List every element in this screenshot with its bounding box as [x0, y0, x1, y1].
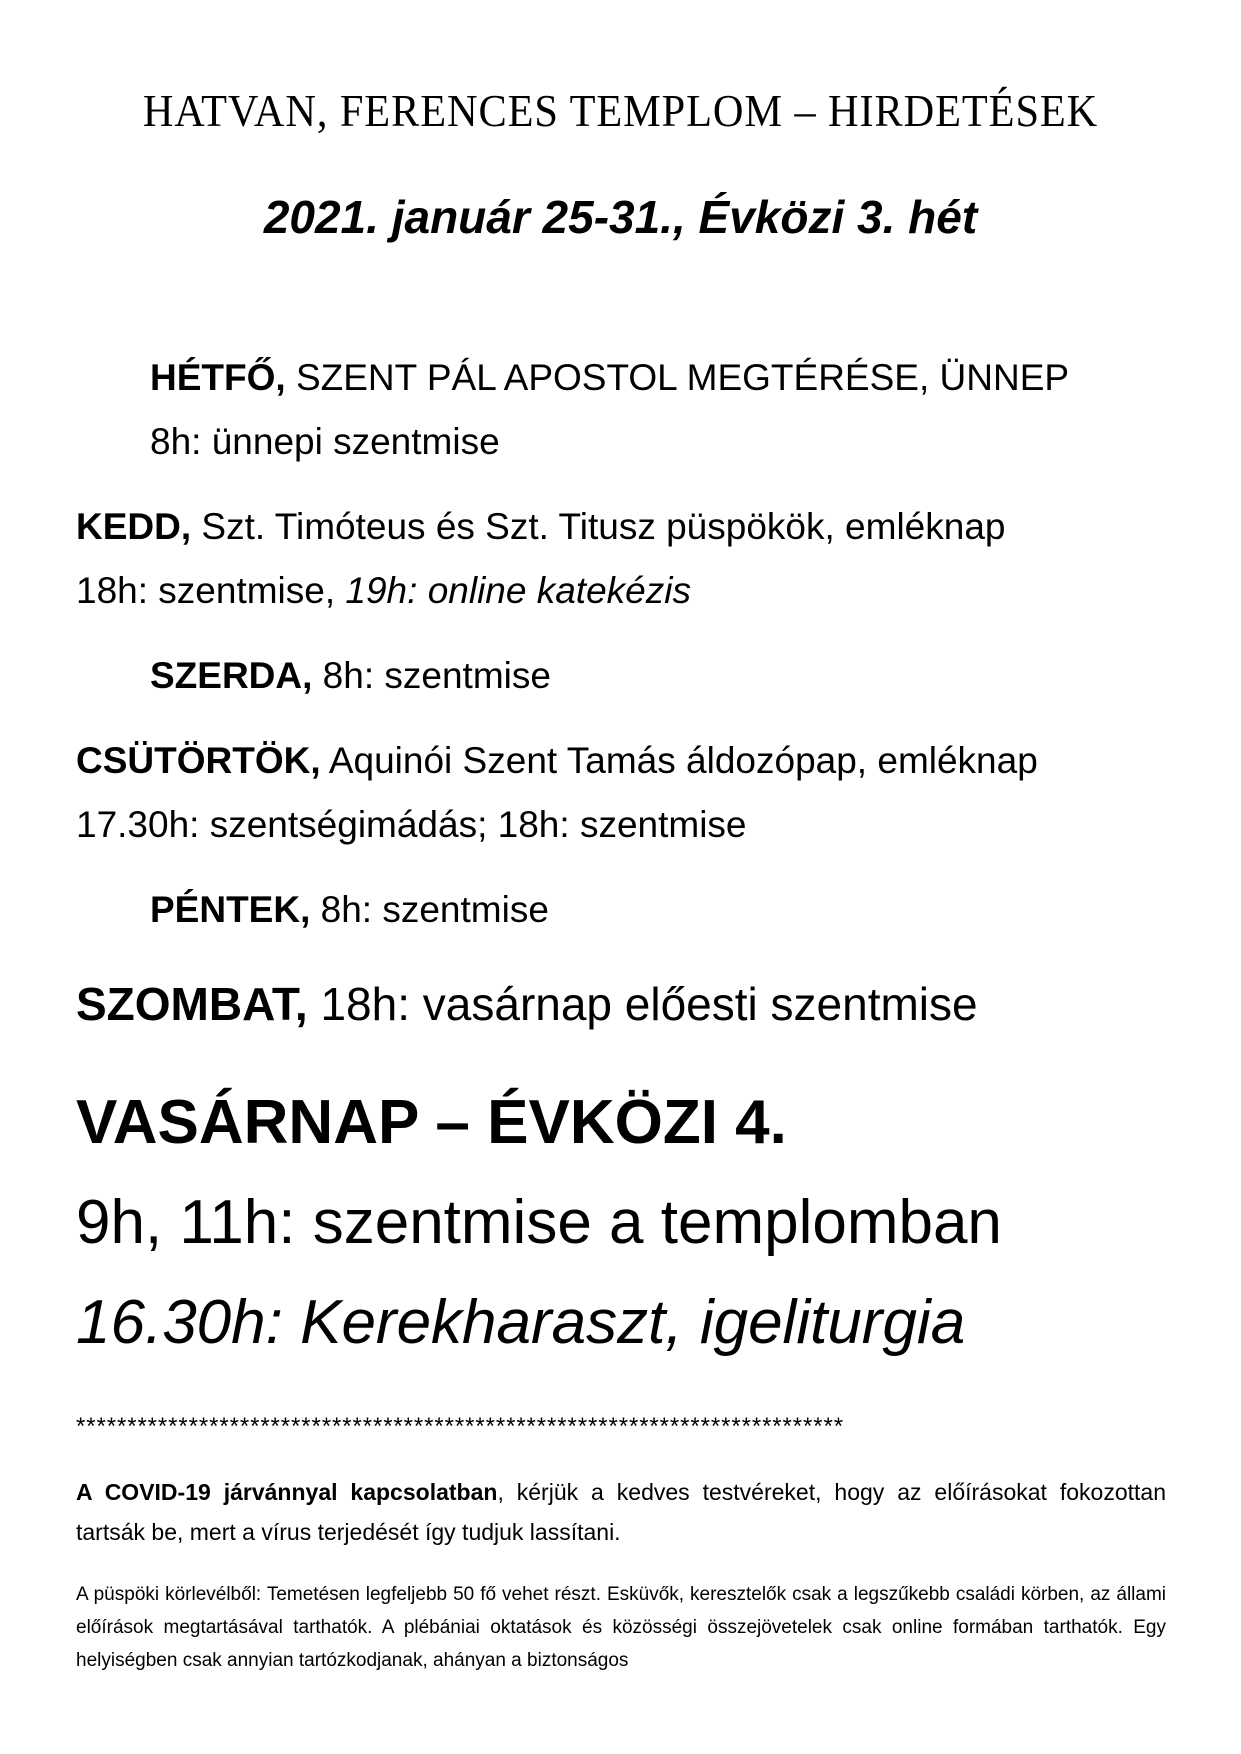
bishop-letter: A püspöki körlevélből: Temetésen legfeljebb 50 fő vehet részt. Esküvők, keresztelők csak a legszűkebb családi körben, az állami előírások megtartásával tarthatók. A plébániai oktatások és közösségi összejövetelek csak online formában tarthatók. Egy helyiségben csak annyian tartózkodjanak, ahányan a biztonságos: [76, 1584, 1166, 1671]
sunday-liturgy: 16.30h: Kerekharaszt, igeliturgia: [76, 1288, 966, 1357]
thursday-day: CSÜTÖRTÖK,: [76, 740, 321, 781]
page-title: HATVAN, FERENCES TEMPLOM – HIRDETÉSEK: [142, 85, 1099, 136]
wednesday-day: SZERDA,: [150, 655, 313, 696]
saturday-day: SZOMBAT,: [76, 978, 308, 1030]
monday-line: [150, 357, 1069, 399]
sunday-heading: VASÁRNAP – ÉVKÖZI 4.: [76, 1088, 787, 1157]
tuesday-mass: [76, 570, 691, 612]
monday-mass: 8h: ünnepi szentmise: [150, 421, 500, 462]
wednesday-line: [150, 655, 551, 697]
saturday-line: [76, 977, 978, 1031]
sunday-mass: 9h, 11h: szentmise a templomban: [76, 1188, 1002, 1257]
friday-day: PÉNTEK,: [150, 889, 311, 930]
tuesday-desc: Szt. Timóteus és Szt. Titusz püspökök, emléknap: [191, 506, 1006, 547]
monday-day: HÉTFŐ,: [150, 357, 286, 398]
tuesday-catechesis: 19h: online katekézis: [345, 570, 691, 611]
monday-desc: SZENT PÁL APOSTOL MEGTÉRÉSE, ÜNNEP: [285, 357, 1070, 398]
friday-desc: 8h: szentmise: [310, 889, 549, 930]
thursday-mass: 17.30h: szentségimádás; 18h: szentmise: [76, 804, 747, 845]
covid-notice-lead: A COVID-19 járvánnyal kapcsolatban: [76, 1479, 498, 1505]
thursday-desc: Aquinói Szent Tamás áldozópap, emléknap: [320, 740, 1038, 781]
covid-notice: [76, 1472, 1166, 1552]
tuesday-line: [76, 506, 1006, 548]
friday-line: [150, 889, 549, 931]
covid-notice-text: , kérjük a kedves testvéreket, hogy az előírásokat fokozottan tartsák be, mert a vírus terjedését így tudjuk lassítani.: [76, 1479, 1167, 1545]
tuesday-mass-time: 18h: szentmise,: [76, 570, 346, 611]
saturday-desc: 18h: vasárnap előesti szentmise: [307, 978, 978, 1030]
page-subtitle: 2021. január 25-31., Évközi 3. hét: [263, 191, 978, 243]
separator: ***************************************************************************: [76, 1413, 844, 1440]
thursday-line: [76, 740, 1038, 782]
tuesday-day: KEDD,: [76, 506, 192, 547]
wednesday-desc: 8h: szentmise: [312, 655, 551, 696]
